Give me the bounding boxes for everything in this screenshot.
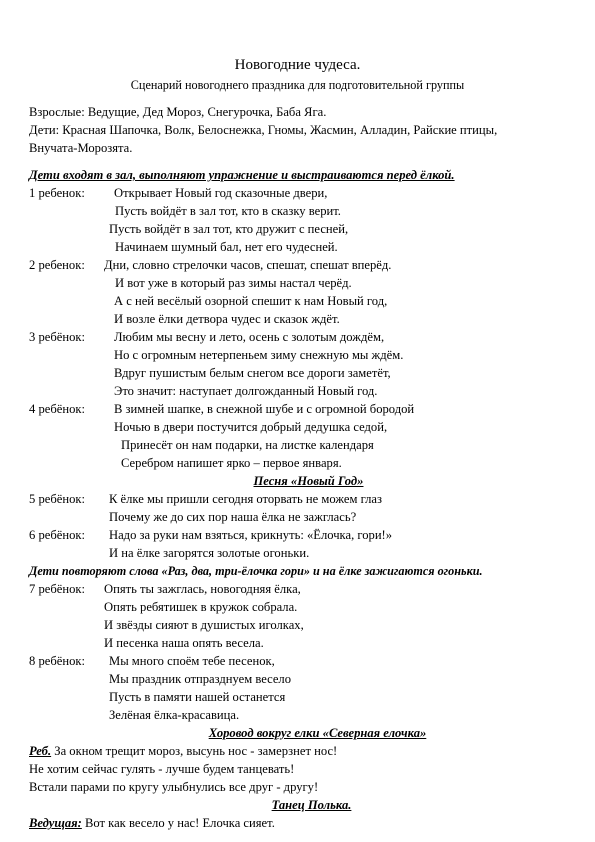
dance-heading-1: Хоровод вокруг елки «Северная елочка»: [208, 726, 427, 740]
song-heading: Песня «Новый Год»: [253, 474, 364, 488]
speaker-label: 3 ребёнок:: [29, 330, 85, 344]
speaker-label: Ведущая:: [29, 816, 82, 830]
speaker-label: 8 ребёнок:: [29, 654, 85, 668]
speaker-label: 1 ребенок:: [29, 186, 85, 200]
speaker-label: 5 ребёнок:: [29, 492, 85, 506]
speaker-label: 6 ребёнок:: [29, 528, 85, 542]
speaker-label: 7 ребёнок:: [29, 582, 85, 596]
speaker-label: 4 ребёнок:: [29, 402, 85, 416]
speaker-label: 2 ребенок:: [29, 258, 85, 272]
dance-heading-2: Танец Полька.: [271, 798, 352, 812]
speaker-label: Реб.: [29, 744, 52, 758]
document-title: Новогодние чудеса.: [234, 57, 361, 73]
document-subtitle: Сценарий новогоднего праздника для подготовительной группы: [130, 78, 465, 92]
document-page: Новогодние чудеса. Сценарий новогоднего праздника для подготовительной группы Взрослые: Ведущие, Дед Мороз, Снегурочка, Баба Яга. Дети: Красная Шапочка, Волк, Белоснежка, Гномы, Жасмин, Алладин, Райские птицы, Внучата-Морозята. Дети входят в зал, выполняют упражнение и выстраиваются перед ёлкой. 1 ребенок: Открывает Новый год сказочные двери, Пусть войдёт в зал тот, кто в сказку верит. Пусть войдёт в зал тот, кто дружит с песней, Начинаем шумный бал, нет его чудесней. 2 ребенок: Дни, словно стрелочки часов, спешат, спешат вперёд. И вот уже в который раз зимы настал черёд. А с ней весёлый озорной спешит к нам Новый год, И возле ёлки детвора чудес и сказок ждёт. 3 ребёнок: Любим мы весну и лето, осень с золотым дождём, Но с огромным нетерпеньем зиму снежную мы ждём. Вдруг пушистым белым снегом все дороги заметёт, Это значит: наступает долгожданный Новый год. 4 ребёнок: В зимней шапке, в снежной шубе и с огромной бородой Ночью в двери постучится добрый дедушка седой, Принесёт он нам подарки, на листке календаря Серебром напишет ярко – первое января. Песня «Новый Год» 5 ребёнок: К ёлке мы пришли сегодня оторвать не можем глаз Почему же до сих пор наша ёлка не зажглась? 6 ребёнок: Надо за руки нам взяться, крикнуть: «Ёлочка, гори!» И на ёлке загорятся золотые огоньки. Дети повторяют слова «Раз, два, три-ёлочка гори» и на ёлке зажигаются огоньки. 7 ребёнок: Опять ты зажглась, новогодняя ёлка, Опять ребятишек в кружок собрала. И звёзды сияют в душистых иголках, И песенка наша опять весела. 8 ребёнок: Мы много споём тебе песенок, Мы праздник отпразднуем весело Пусть в памяти нашей останется Зелёная ёлка-красавица. Хоровод вокруг елки «Северная елочка» Реб. За окном трещит мороз, высунь нос - замерзнет нос! Не хотим сейчас гулять - лучше будем танцевать! Встали парами по кругу улыбнулись все друг - другу! Танец Полька. Ведущая: Вот как весело у нас! Елочка сияет.: [0, 0, 595, 842]
